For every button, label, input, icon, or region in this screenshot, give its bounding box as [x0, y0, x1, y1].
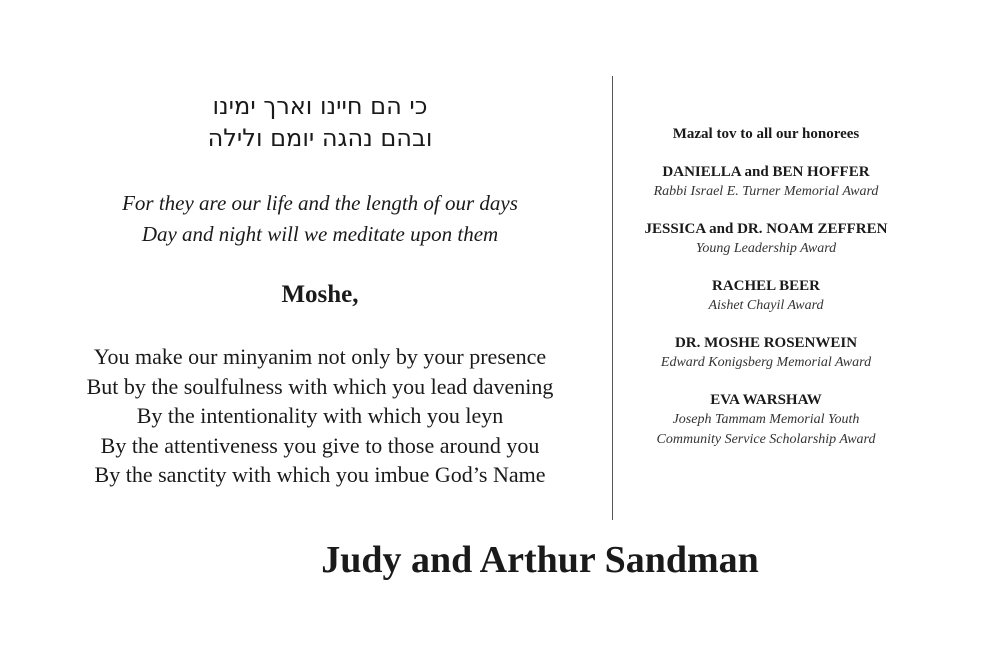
tribute-line: But by the soulfulness with which you lead davening	[86, 373, 554, 399]
tribute-line: By the intentionality with which you leyn	[136, 403, 504, 428]
honoree-name: EVA WARSHAW	[710, 392, 822, 408]
hebrew-verse-line: כי הם חיינו וארך ימינו	[212, 92, 428, 120]
honoree-award: Community Service Scholarship Award	[656, 432, 876, 447]
honoree-award: Rabbi Israel E. Turner Memorial Award	[653, 184, 879, 199]
hebrew-verse-line: ובהם נהגה יומם ולילה	[207, 124, 433, 152]
verse-translation	[30, 188, 610, 250]
honoree-name: DR. MOSHE ROSENWEIN	[674, 335, 858, 351]
hebrew-verse	[30, 90, 610, 154]
column-divider	[612, 76, 613, 520]
honorees-panel	[626, 124, 906, 467]
honoree-entry	[626, 162, 906, 202]
honoree-award: Joseph Tammam Memorial Youth	[672, 412, 860, 427]
honoree-name: JESSICA and DR. NOAM ZEFFREN	[644, 221, 888, 237]
honoree-award: Aishet Chayil Award	[708, 298, 824, 313]
honoree-entry	[626, 276, 906, 316]
honoree-entry	[626, 390, 906, 450]
honorees-intro: Mazal tov to all our honorees	[672, 126, 860, 142]
honoree-name: RACHEL BEER	[712, 278, 820, 294]
translation-line: Day and night will we meditate upon them	[141, 222, 499, 246]
honoree-name: DANIELLA and BEN HOFFER	[662, 164, 870, 180]
tribute-line: By the sanctity with which you imbue God’s Name	[94, 462, 546, 487]
honoree-entry	[626, 333, 906, 373]
honoree-entry	[626, 219, 906, 259]
tribute-line: You make our minyanim not only by your presence	[93, 344, 547, 369]
honoree-award: Young Leadership Award	[695, 241, 837, 256]
translation-line: For they are our life and the length of our days	[122, 191, 518, 215]
tribute-text	[30, 342, 610, 490]
honoree-award: Edward Konigsberg Memorial Award	[660, 355, 872, 370]
addressee: Moshe,	[281, 281, 359, 308]
tribute-line: By the attentiveness you give to those around you	[100, 432, 540, 458]
tribute-panel	[30, 90, 610, 490]
signature: Judy and Arthur Sandman	[321, 539, 759, 581]
